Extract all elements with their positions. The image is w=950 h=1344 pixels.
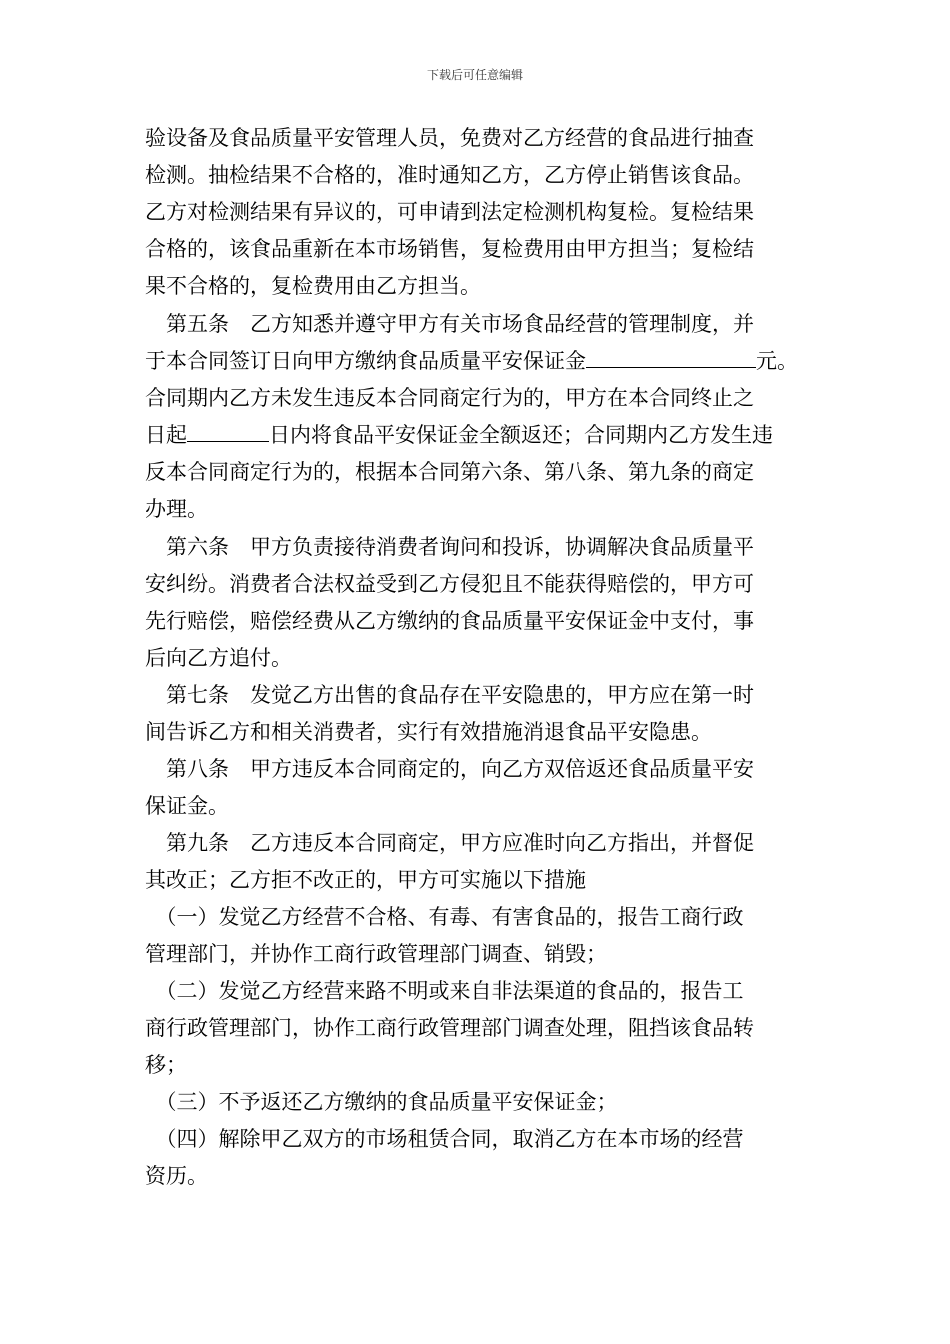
text-line [145,1051,187,1079]
line-text: （四）解除甲乙双方的市场租赁合同，取消乙方在本市场的经营 [145,1127,744,1151]
text-line [145,235,754,263]
text-line [145,755,754,783]
text-line [145,940,607,968]
text-line [145,607,754,635]
text-line [145,161,754,189]
line-text: 第七条 发觉乙方出售的食品存在平安隐患的，甲方应在第一时 [145,683,754,707]
text-line [145,124,754,152]
text-line [145,1162,208,1190]
text-line [145,198,754,226]
line-text: 合格的，该食品重新在本市场销售，复检费用由甲方担当；复检结 [145,237,754,261]
line-text: 保证金。 [145,794,229,818]
text-line [145,272,481,300]
line-text: 于本合同签订日向甲方缴纳食品质量平安保证金 [145,349,586,373]
text-line [145,1125,744,1153]
text-line [145,310,754,338]
text-line [145,421,773,449]
text-line [145,866,586,894]
line-text: （三）不予返还乙方缴纳的食品质量平安保证金； [145,1090,618,1114]
line-text: 日起 [145,423,187,447]
text-line [145,903,744,931]
line-text: （二）发觉乙方经营来路不明或来自非法渠道的食品的，报告工 [145,979,744,1003]
line-text: 第五条 乙方知悉并遵守甲方有关市场食品经营的管理制度，并 [145,312,754,336]
line-text: 间告诉乙方和相关消费者，实行有效措施消退食品平安隐患。 [145,720,712,744]
page-header: 下载后可任意编辑 [426,68,523,82]
line-text: 资历。 [145,1164,208,1188]
text-line [145,718,712,746]
text-line [145,829,754,857]
text-line [145,1088,618,1116]
line-text: 验设备及食品质量平安管理人员，免费对乙方经营的食品进行抽查 [145,126,754,150]
text-line [145,384,754,412]
text-line [145,533,754,561]
line-text: 果不合格的，复检费用由乙方担当。 [145,274,481,298]
line-text: 移； [145,1053,187,1077]
line-text: 第八条 甲方违反本合同商定的，向乙方双倍返还食品质量平安 [145,757,754,781]
line-text: 安纠纷。消费者合法权益受到乙方侵犯且不能获得赔偿的，甲方可 [145,572,754,596]
text-line [145,347,798,375]
text-line [145,977,744,1005]
line-text: 反本合同商定行为的，根据本合同第六条、第八条、第九条的商定 [145,460,754,484]
line-text: （一）发觉乙方经营不合格、有毒、有害食品的，报告工商行政 [145,905,744,929]
text-line [145,570,754,598]
text-line [145,458,754,486]
line-text: 第六条 甲方负责接待消费者询问和投诉，协调解决食品质量平 [145,535,754,559]
line-text: 办理。 [145,497,208,521]
text-line [145,644,292,672]
line-text: 先行赔偿，赔偿经费从乙方缴纳的食品质量平安保证金中支付，事 [145,609,754,633]
text-line [145,1014,754,1042]
text-line [145,792,229,820]
amount-blank [586,349,756,368]
days-blank [187,423,269,442]
line-text: 元。 [756,349,798,373]
line-text: 其改正；乙方拒不改正的，甲方可实施以下措施 [145,868,586,892]
line-text: 后向乙方追付。 [145,646,292,670]
text-line [145,681,754,709]
line-text: 日内将食品平安保证金全额返还；合同期内乙方发生违 [269,423,773,447]
line-text: 第九条 乙方违反本合同商定，甲方应准时向乙方指出，并督促 [145,831,754,855]
line-text: 乙方对检测结果有异议的，可申请到法定检测机构复检。复检结果 [145,200,754,224]
line-text: 商行政管理部门，协作工商行政管理部门调查处理，阻挡该食品转 [145,1016,754,1040]
line-text: 管理部门，并协作工商行政管理部门调查、销毁； [145,942,607,966]
line-text: 合同期内乙方未发生违反本合同商定行为的，甲方在本合同终止之 [145,386,754,410]
line-text: 检测。抽检结果不合格的，准时通知乙方，乙方停止销售该食品。 [145,163,754,187]
text-line [145,495,208,523]
